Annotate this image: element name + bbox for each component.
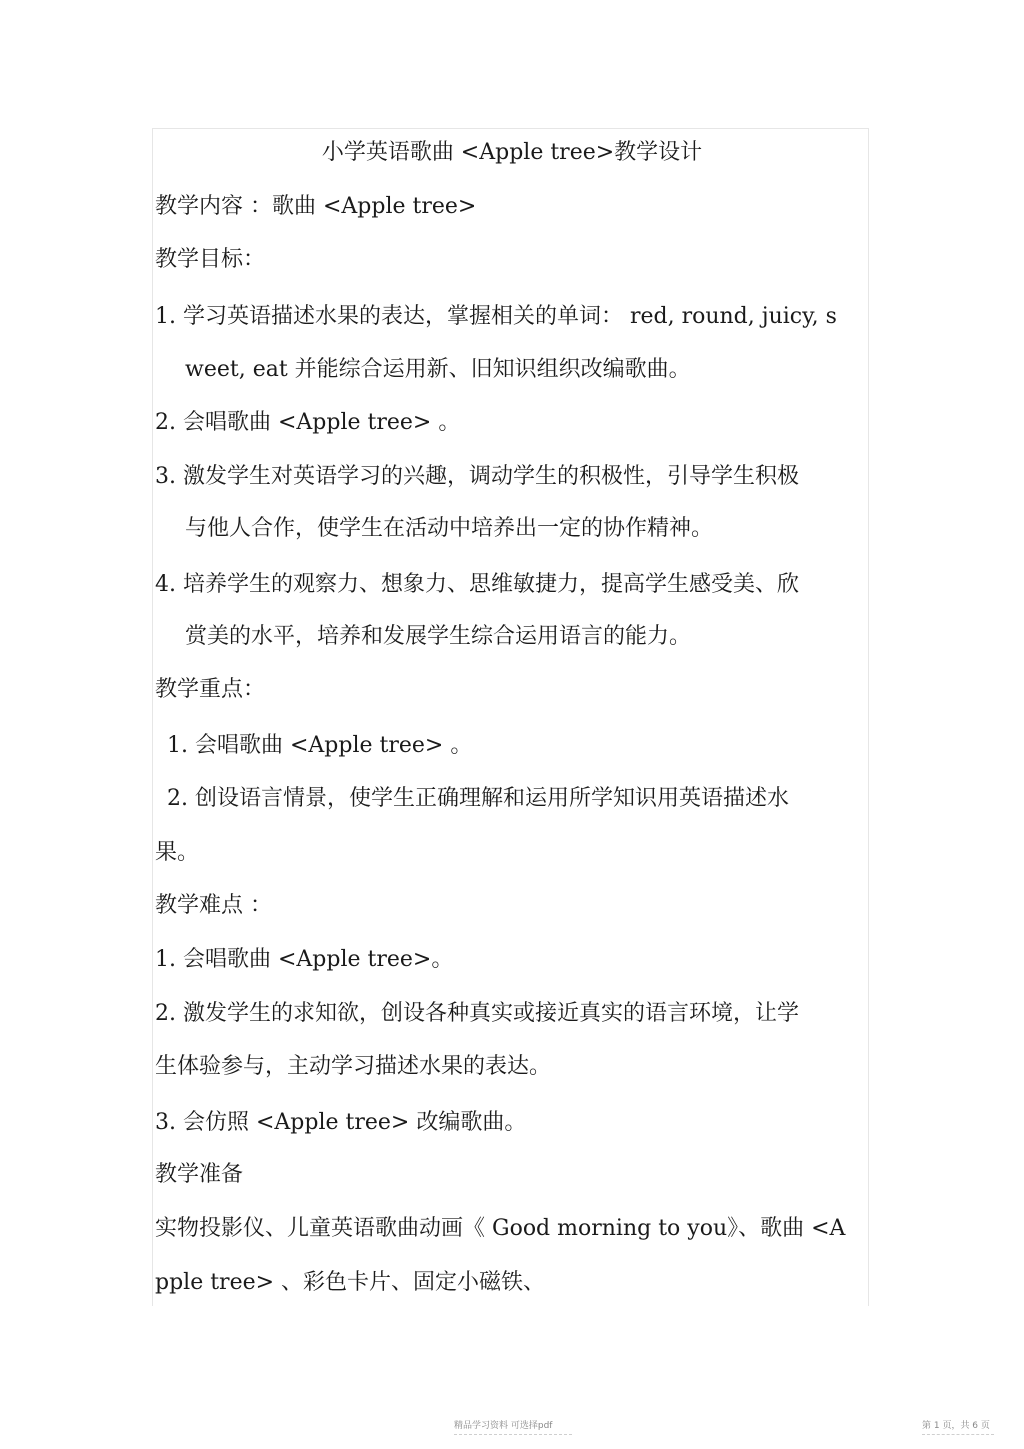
difficult-point: 生体验参与，主动学习描述水果的表达。: [155, 1054, 552, 1079]
footer-page-number: 第 1 页，共 6 页: [922, 1421, 990, 1431]
goal-line: 赏美的水平，培养和发展学生综合运用语言的能力。: [185, 624, 692, 649]
prep-line: 实物投影仪、儿童英语歌曲动画《 Good morning to you》、歌曲 <A: [155, 1216, 846, 1241]
goal-line: 2. 会唱歌曲 <Apple tree> 。: [155, 410, 461, 435]
footer-left: 精品学习资料 可选择pdf: [454, 1421, 553, 1431]
footer-right-dashes: [922, 1434, 994, 1435]
key-point: 果。: [155, 840, 200, 865]
key-point: 1. 会唱歌曲 <Apple tree> 。: [167, 733, 473, 758]
footer-left-dashes: [454, 1434, 572, 1435]
goal-line: 1. 学习英语描述水果的表达，掌握相关的单词： red, round, juicy, s: [155, 304, 837, 329]
goal-line: weet, eat 并能综合运用新、旧知识组织改编歌曲。: [185, 357, 691, 382]
prep-line: pple tree> 、彩色卡片、固定小磁铁、: [155, 1270, 546, 1295]
difficult-point: 1. 会唱歌曲 <Apple tree>。: [155, 947, 454, 972]
goal-line: 4. 培养学生的观察力、想象力、思维敏捷力，提高学生感受美、欣: [155, 572, 799, 597]
difficult-point: 2. 激发学生的求知欲，创设各种真实或接近真实的语言环境，让学: [155, 1001, 799, 1026]
goal-line: 与他人合作，使学生在活动中培养出一定的协作精神。: [185, 516, 714, 541]
content-line: 教学内容 ：歌曲 <Apple tree>: [155, 194, 477, 219]
difficult-point: 3. 会仿照 <Apple tree> 改编歌曲。: [155, 1110, 527, 1135]
goal-line: 3. 激发学生对英语学习的兴趣，调动学生的积极性，引导学生积极: [155, 464, 799, 489]
difficult-heading: 教学难点 ：: [155, 893, 272, 918]
goals-heading: 教学目标：: [155, 247, 266, 272]
key-heading: 教学重点：: [155, 677, 266, 702]
prep-heading: 教学准备: [155, 1162, 244, 1187]
page-title: 小学英语歌曲 <Apple tree>教学设计: [321, 140, 703, 165]
key-point: 2. 创设语言情景，使学生正确理解和运用所学知识用英语描述水: [167, 786, 789, 811]
